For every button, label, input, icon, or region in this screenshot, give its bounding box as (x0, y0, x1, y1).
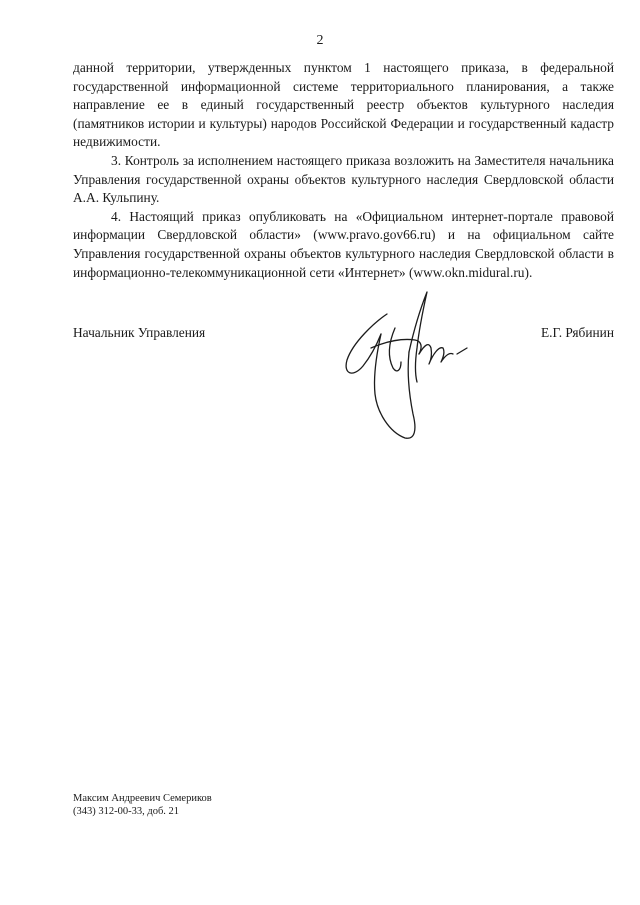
executor-info (73, 792, 212, 818)
handwritten-signature (335, 282, 475, 447)
document-body (73, 59, 614, 282)
paragraph-item-3: 3. Контроль за исполнением настоящего приказа возложить на Заместителя начальника Управления государственной охраны объектов культурного наследия Свердловской области А.А. Кульпину. (73, 152, 614, 206)
paragraph-item-4: 4. Настоящий приказ опубликовать на «Официальном интернет-портале правовой информации Свердловской области» (www.pravo.gov66.ru) и на официальном сайте Управления государственной охраны объектов культурного наследия Свердловской области в информационно-телекоммуникационной сети «Интернет» (www.okn.midural.ru). (73, 208, 614, 280)
paragraph-continuation: данной территории, утвержденных пунктом 1 настоящего приказа, в федеральной государственной информационной системе территориального планирования, а также направление ее в единый государственный реестр объектов культурного наследия (памятников истории и культуры) народов Российской Федерации и государственный кадастр недвижимости. (73, 60, 614, 150)
executor-phone: (343) 312-00-33, доб. 21 (73, 806, 180, 817)
executor-name: Максим Андреевич Семериков (73, 793, 212, 804)
signer-position: Начальник Управления (73, 325, 206, 340)
page-number: 2 (316, 33, 324, 48)
signer-name: Е.Г. Рябинин (540, 325, 614, 340)
